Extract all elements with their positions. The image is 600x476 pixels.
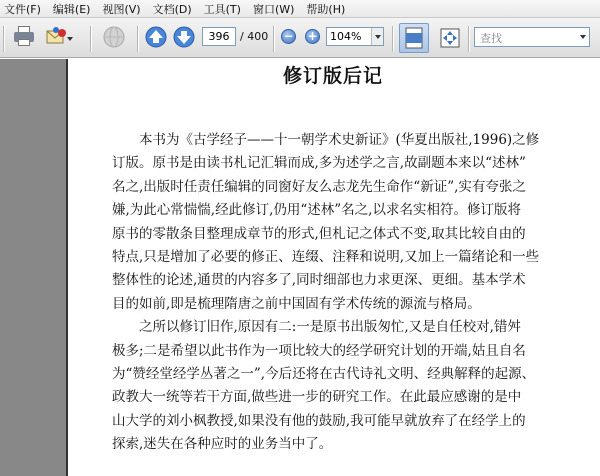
toolbar-grip <box>3 26 5 52</box>
text-line: 本书为《古学经子——十一朝学术史新证》(华夏出版社,1996)之修 <box>139 132 540 148</box>
toolbar-separator <box>90 26 92 52</box>
menu-tools[interactable]: 工具(T) <box>203 2 241 16</box>
prev-page-icon <box>145 26 167 48</box>
chevron-down-icon <box>375 35 381 39</box>
text-line: 为“赞经堂经学丛著之一”,今后还将在古代诗礼文明、经典解释的起源、 <box>112 365 536 382</box>
toolbar-separator <box>137 26 139 52</box>
fit-page-icon <box>403 26 425 50</box>
search-dropdown-button[interactable] <box>577 28 589 46</box>
next-page-icon <box>173 26 195 48</box>
menu-bar <box>0 0 600 18</box>
zoom-out-button[interactable] <box>281 29 296 44</box>
chevron-down-icon <box>580 35 586 39</box>
toolbar-separator <box>273 26 275 52</box>
text-line: 政教大一统等若干方面,做些进一步的研究工作。在此最应感谢的是中 <box>112 389 522 406</box>
zoom-dropdown-button[interactable] <box>371 28 383 45</box>
text-line: 整体性的论述,通贯的内容多了,同时细部也力求更深、更细。基本学术 <box>112 272 526 289</box>
text-line: 之所以修订旧作,原因有二:一是原书出版匆忙,又是自任校对,错舛 <box>139 319 521 336</box>
zoom-out-icon: − <box>283 29 294 43</box>
page-total: / 400 <box>240 30 269 43</box>
text-line: 探索,迷失在各种应时的业务当中了。 <box>112 436 333 453</box>
collaborate-icon <box>100 24 128 50</box>
menu-view[interactable]: 视图(V) <box>102 2 141 16</box>
zoom-level-value: 104% <box>330 30 362 43</box>
fit-width-icon <box>438 26 462 50</box>
previous-page-button[interactable] <box>145 26 167 48</box>
text-line: 极多;二是希望以此书作为一项比较大的经学研究计划的开端,姑且自名 <box>112 342 526 359</box>
text-line: 目的如前,即是梳理隋唐之前中国固有学术传统的源流与格局。 <box>112 295 481 312</box>
text-line: 名之,出版时任责任编辑的同窗好友么志龙先生命作“新证”,实有夸张之 <box>112 178 526 195</box>
menu-edit[interactable]: 编辑(E) <box>52 2 91 16</box>
zoom-in-icon: + <box>307 29 318 43</box>
menu-help[interactable]: 帮助(H) <box>306 2 346 16</box>
toolbar-separator <box>468 26 470 52</box>
menu-file[interactable]: 文件(F) <box>4 2 41 16</box>
fit-page-button[interactable] <box>399 23 429 53</box>
text-line: 订版。原书是由读书札记汇辑而成,多为述学之言,故副题本来以“述林” <box>112 155 526 172</box>
zoom-in-button[interactable] <box>305 29 320 44</box>
email-icon <box>44 24 74 50</box>
text-line: 特点,只是增加了必要的修正、连缀、注释和说明,又加上一篇绪论和一些 <box>112 248 540 265</box>
collaborate-button[interactable] <box>100 24 128 50</box>
text-line: 嫌,为此心常惴惴,经此修订,仍用“述林”名之,以求名实相符。修订版将 <box>112 202 521 219</box>
printer-icon <box>11 24 37 50</box>
document-page <box>66 59 600 476</box>
text-line: 山大学的刘小枫教授,如果没有他的鼓励,我可能早就放弃了在经学上的 <box>112 412 526 429</box>
menu-document[interactable]: 文档(D) <box>152 2 192 16</box>
text-line: 原书的零散条目整理成章节的形式,但札记之体式不变,取其比较自由的 <box>112 225 526 242</box>
search-input[interactable] <box>474 27 590 47</box>
next-page-button[interactable] <box>173 26 195 48</box>
document-viewport[interactable] <box>0 59 600 476</box>
search-placeholder: 查找 <box>480 32 502 45</box>
email-button[interactable] <box>44 24 74 50</box>
page-number-input[interactable] <box>202 27 236 46</box>
menu-window[interactable]: 窗口(W) <box>252 2 295 16</box>
document-body <box>112 129 598 456</box>
toolbar-separator <box>392 26 394 52</box>
toolbar <box>0 18 600 58</box>
page-title: 修订版后记 <box>282 65 383 87</box>
fit-width-button[interactable] <box>435 23 465 53</box>
print-button[interactable] <box>11 24 37 50</box>
